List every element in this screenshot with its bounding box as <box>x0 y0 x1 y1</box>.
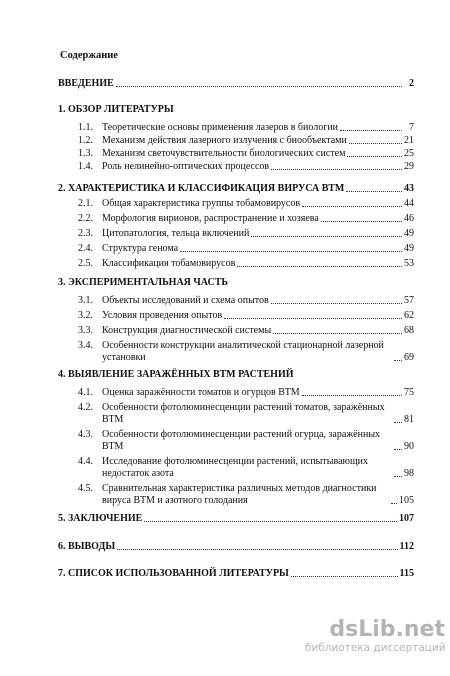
dot-leader <box>116 86 402 87</box>
section-page-number: 112 <box>399 541 414 552</box>
entry-number: 2.1. <box>78 198 93 209</box>
dot-leader <box>224 318 402 319</box>
toc-entry[interactable] <box>58 161 414 173</box>
toc-entry[interactable] <box>58 198 414 210</box>
section-page-number: 107 <box>399 513 414 524</box>
toc-entry[interactable] <box>58 258 414 270</box>
dot-leader <box>271 169 402 170</box>
entry-page-number: 49 <box>404 243 414 254</box>
section-title-row[interactable] <box>58 513 414 525</box>
entry-page-number: 68 <box>404 325 414 336</box>
entry-number: 1.4. <box>78 161 93 172</box>
entry-title: Исследование фотолюминесценции растений, испытывающих недостаток азота <box>102 456 369 479</box>
section-title-row[interactable] <box>58 183 414 195</box>
entry-title: Оценка заражённости томатов и огурцов ВТМ <box>102 387 300 398</box>
toc-entry[interactable] <box>58 325 414 337</box>
dot-leader <box>394 449 402 450</box>
entry-number: 3.1. <box>78 295 93 306</box>
section-title: 5. ЗАКЛЮЧЕНИЕ <box>58 513 143 524</box>
toc-entry[interactable] <box>58 340 414 364</box>
dot-leader <box>180 251 402 252</box>
entry-title: Роль нелинейно-оптических процессов <box>102 161 270 172</box>
toc-section-1 <box>58 104 414 173</box>
section-title: 6. ВЫВОДЫ <box>58 541 116 552</box>
section-title-row[interactable] <box>58 277 414 289</box>
entry-title: Цитопатология, тельца включений <box>102 228 250 239</box>
dot-leader <box>391 503 397 504</box>
dot-leader <box>346 191 402 192</box>
entry-number: 2.4. <box>78 243 93 254</box>
section-page-number: 2 <box>409 78 414 89</box>
toc-section-4 <box>58 369 414 507</box>
dot-leader <box>302 395 402 396</box>
section-title-row[interactable] <box>58 104 414 116</box>
entry-number: 4.4. <box>78 456 93 467</box>
entry-page-number: 46 <box>404 213 414 224</box>
toc-entry[interactable] <box>58 387 414 399</box>
section-title-row[interactable] <box>58 568 414 580</box>
section-title: 4. ВЫЯВЛЕНИЕ ЗАРАЖЁННЫХ ВТМ РАСТЕНИЙ <box>58 369 294 380</box>
dot-leader <box>340 130 402 131</box>
dot-leader <box>271 303 402 304</box>
dot-leader <box>291 576 398 577</box>
dot-leader <box>394 422 402 423</box>
entry-page-number: 25 <box>404 148 414 159</box>
entry-page-number: 29 <box>404 161 414 172</box>
entry-page-number: 62 <box>404 310 414 321</box>
entry-number: 1.2. <box>78 135 93 146</box>
section-title-row[interactable] <box>58 541 414 553</box>
watermark-logo: dsLib.net <box>329 617 445 642</box>
entry-title: Морфология вирионов, распространение и хозяева <box>102 213 319 224</box>
toc-section-6 <box>58 541 414 553</box>
entry-title: Особенности фотолюминесценции растений огурца, заражённых ВТМ <box>102 429 381 452</box>
entry-number: 2.2. <box>78 213 93 224</box>
entry-page-number: 90 <box>404 441 414 452</box>
dot-leader <box>273 333 402 334</box>
entry-number: 4.5. <box>78 483 93 494</box>
section-page-number: 43 <box>404 183 414 194</box>
watermark-subtitle: библиотека диссертаций <box>305 642 446 654</box>
entry-page-number: 57 <box>404 295 414 306</box>
dot-leader <box>117 549 397 550</box>
toc-section-7 <box>58 568 414 580</box>
toc-entry[interactable] <box>58 456 414 480</box>
entry-title: Особенности фотолюминесценции растений томатов, заражённых ВТМ <box>102 402 385 425</box>
toc-section-intro <box>58 78 414 90</box>
entry-number: 4.2. <box>78 402 93 413</box>
watermark <box>305 618 445 655</box>
section-title: 3. ЭКСПЕРИМЕНТАЛЬНАЯ ЧАСТЬ <box>58 277 228 288</box>
section-title-row[interactable] <box>58 369 414 381</box>
toc-entry[interactable] <box>58 295 414 307</box>
toc-entry[interactable] <box>58 310 414 322</box>
entry-number: 2.5. <box>78 258 93 269</box>
dot-leader <box>302 206 402 207</box>
toc-entry[interactable] <box>58 122 414 134</box>
entry-page-number: 44 <box>404 198 414 209</box>
dot-leader <box>394 360 402 361</box>
section-title: 2. ХАРАКТЕРИСТИКА И КЛАССИФИКАЦИЯ ВИРУСА ВТМ <box>58 183 345 194</box>
entry-title: Условия проведения опытов <box>102 310 223 321</box>
toc-entry[interactable] <box>58 483 414 507</box>
section-title: ВВЕДЕНИЕ <box>58 78 114 89</box>
section-title-row[interactable] <box>58 78 414 90</box>
toc-entry[interactable] <box>58 135 414 147</box>
entry-number: 4.3. <box>78 429 93 440</box>
section-page-number: 115 <box>399 568 414 579</box>
entry-page-number: 75 <box>404 387 414 398</box>
entry-page-number: 81 <box>404 414 414 425</box>
entry-page-number: 49 <box>404 228 414 239</box>
toc-entry[interactable] <box>58 213 414 225</box>
entry-title: Механизм светочувствительности биологических систем <box>102 148 346 159</box>
entry-title: Объекты исследований и схема опытов <box>102 295 269 306</box>
toc-entry[interactable] <box>58 228 414 240</box>
entry-number: 3.2. <box>78 310 93 321</box>
entry-title: Механизм действия лазерного излучения с биообъектами <box>102 135 347 146</box>
toc-entry[interactable] <box>58 429 414 453</box>
dot-leader <box>144 521 397 522</box>
dot-leader <box>237 266 402 267</box>
dot-leader <box>347 156 402 157</box>
entry-title: Структура генома <box>102 243 179 254</box>
section-title: 1. ОБЗОР ЛИТЕРАТУРЫ <box>58 104 174 115</box>
entry-page-number: 105 <box>399 495 414 506</box>
toc-entry[interactable] <box>58 402 414 426</box>
entry-number: 4.1. <box>78 387 93 398</box>
entry-page-number: 69 <box>404 352 414 363</box>
entry-number: 1.3. <box>78 148 93 159</box>
toc-section-5 <box>58 513 414 525</box>
dot-leader <box>394 476 402 477</box>
dot-leader <box>251 236 402 237</box>
entry-page-number: 53 <box>404 258 414 269</box>
entry-number: 2.3. <box>78 228 93 239</box>
toc-section-3 <box>58 277 414 364</box>
entry-number: 3.3. <box>78 325 93 336</box>
entry-title: Общая характеристика группы тобамовирусов <box>102 198 301 209</box>
section-title: 7. СПИСОК ИСПОЛЬЗОВАННОЙ ЛИТЕРАТУРЫ <box>58 568 289 579</box>
entry-page-number: 7 <box>409 122 414 133</box>
toc-section-2 <box>58 183 414 270</box>
toc-entry[interactable] <box>58 243 414 255</box>
dot-leader <box>349 143 402 144</box>
toc-entry[interactable] <box>58 148 414 160</box>
entry-title: Сравнительная характеристика различных методов диагностики вируса ВТМ и азотного голодания <box>102 483 377 506</box>
entry-title: Особенности конструкции аналитической стационарной лазерной установки <box>102 340 384 363</box>
toc-heading: Содержание <box>60 50 118 61</box>
dot-leader <box>321 221 402 222</box>
entry-number: 3.4. <box>78 340 93 351</box>
entry-number: 1.1. <box>78 122 93 133</box>
entry-title: Классификация тобамовирусов <box>102 258 236 269</box>
entry-title: Теоретические основы применения лазеров в биологии <box>102 122 339 133</box>
entry-title: Конструкция диагностической системы <box>102 325 272 336</box>
entry-page-number: 21 <box>404 135 414 146</box>
entry-page-number: 98 <box>404 468 414 479</box>
